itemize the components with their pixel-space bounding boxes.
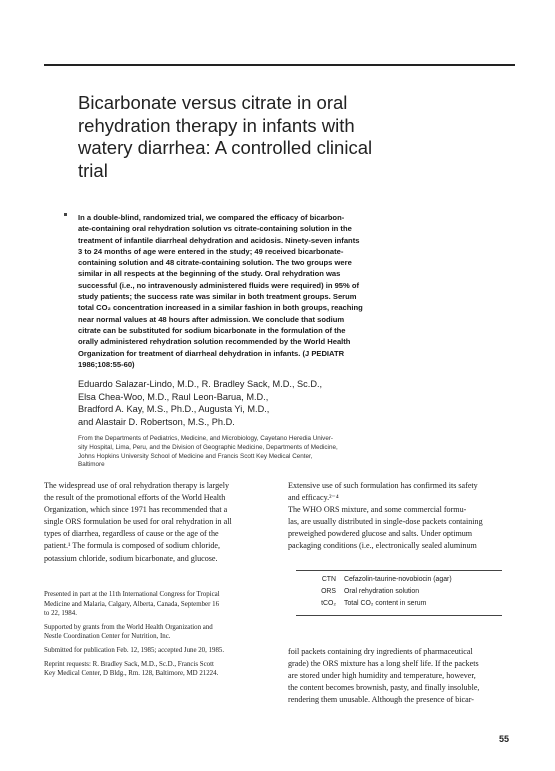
- body-line: rendering them unusable. Although the presence of bicar-: [288, 695, 474, 705]
- body-line: single ORS formulation be used for oral rehydration in all: [44, 517, 232, 527]
- body-line: packaging conditions (i.e., electronically sealed aluminum: [288, 541, 477, 551]
- abbreviation-term: tCO₂: [321, 600, 336, 607]
- abstract-line: near normal values at 48 hours after admission. We conclude that sodium: [78, 314, 345, 324]
- footnote-line: Supported by grants from the World Health Organization and: [44, 623, 213, 631]
- page-number: 55: [499, 734, 510, 744]
- body-line: potassium chloride, sodium bicarbonate, and glucose.: [44, 553, 218, 563]
- abstract-line: Organization for treatment of diarrheal dehydration in infants. (J PEDIATR: [78, 348, 345, 358]
- footnote-line: to 22, 1984.: [44, 610, 77, 618]
- body-line: are stored under high humidity and temperature, however,: [288, 671, 476, 681]
- abstract-line: treatment of infantile diarrheal dehydration and acidosis. Ninety-seven infants: [78, 235, 360, 245]
- abstract-line: study patients; the success rate was similar in both treatment groups. Serum: [78, 292, 357, 302]
- abbreviation-definition: Cefazolin-taurine-novobiocin (agar): [344, 576, 452, 583]
- body-line: Extensive use of such formulation has confirmed its safety: [288, 481, 478, 490]
- abstract-line: citrate can be substituted for sodium bicarbonate in the formulation of the: [78, 325, 346, 335]
- footnote-line: Submitted for publication Feb. 12, 1985; accepted June 20, 1985.: [44, 646, 225, 654]
- affiliation-line: From the Departments of Pediatrics, Medicine, and Microbiology, Cayetano Heredia Univer-: [78, 435, 334, 442]
- article-title: [78, 92, 438, 182]
- body-text-right: [288, 480, 516, 553]
- abbreviations-box: [296, 570, 502, 616]
- abbreviation-definition: Total CO₂ content in serum: [344, 600, 427, 607]
- abbreviation-definition: Oral rehydration solution: [344, 588, 420, 595]
- author-line: Eduardo Salazar-Lindo, M.D., R. Bradley Sack, M.D., Sc.D.,: [78, 379, 323, 389]
- abstract-line: successful (i.e., no intravenously administered fluids were required) in 95% of: [78, 280, 360, 290]
- author-list: [78, 378, 458, 428]
- abbreviation-term: ORS: [321, 588, 336, 595]
- body-line: The WHO ORS mixture, and some commercial formu-: [288, 505, 467, 515]
- title-line: Bicarbonate versus citrate in oral: [78, 92, 348, 113]
- footnote-line: Nestle Coordination Center for Nutrition, Inc.: [44, 633, 171, 641]
- body-text-left: [44, 480, 272, 565]
- abstract: [78, 212, 448, 370]
- body-text-right-continued: [288, 646, 516, 706]
- body-line: patient.¹ The formula is composed of sodium chloride,: [44, 541, 221, 551]
- abstract-bullet: [64, 213, 67, 216]
- body-line: the content becomes brownish, pasty, and finally insoluble,: [288, 683, 480, 693]
- abstract-line: orally administered rehydration solution recommended by the World Health: [78, 337, 351, 347]
- abstract-line: total CO₂ concentration increased in a similar fashion in both groups, reaching: [78, 303, 363, 313]
- affiliation: [78, 435, 458, 470]
- body-line: the result of the promotional efforts of the World Health: [44, 493, 226, 503]
- footnote-line: Medicine and Malaria, Calgary, Alberta, Canada, September 16: [44, 600, 220, 608]
- affiliation-line: sity Hospital, Lima, Peru, and the Division of Geographic Medicine, Departments of Medicine,: [78, 443, 338, 451]
- title-line: trial: [78, 159, 108, 181]
- body-line: Organization, which since 1971 has recommended that a: [44, 505, 228, 515]
- abbreviation-term: CTN: [321, 576, 336, 583]
- affiliation-line: Johns Hopkins University School of Medicine and Francis Scott Key Medical Center,: [78, 452, 313, 460]
- author-line: Bradford A. Kay, M.S., Ph.D., Augusta Yi, M.D.,: [78, 404, 270, 415]
- body-line: preweighed powdered glucose and salts. Under optimum: [288, 529, 473, 539]
- body-line: foil packets containing dry ingredients of pharmaceutical: [288, 647, 473, 656]
- title-line: watery diarrhea: A controlled clinical: [78, 137, 373, 158]
- body-line: grade) the ORS mixture has a long shelf life. If the packets: [288, 659, 479, 669]
- body-line: types of diarrhea, regardless of cause or the age of the: [44, 529, 219, 539]
- abstract-line: similar in all respects at the beginning of the study. Oral rehydration was: [78, 269, 341, 279]
- abstract-line: containing solution and 48 citrate-containing solution. The two groups were: [78, 258, 352, 268]
- body-line: las, are usually distributed in single-dose packets containing: [288, 517, 483, 527]
- title-line: rehydration therapy in infants with: [78, 114, 355, 136]
- author-line: and Alastair D. Robertson, M.S., Ph.D.: [78, 416, 235, 427]
- footnotes: [44, 590, 274, 679]
- author-line: Elsa Chea-Woo, M.D., Raul Leon-Barua, M.D.,: [78, 391, 269, 402]
- body-line: The widespread use of oral rehydration therapy is largely: [44, 481, 230, 490]
- footnote-line: Presented in part at the 11th International Congress for Tropical: [44, 591, 220, 598]
- affiliation-line: Baltimore: [78, 461, 105, 469]
- abstract-line: 1986;108:55-60): [78, 359, 135, 369]
- footnote-line: Key Medical Center, D Bldg., Rm. 128, Baltimore, MD 21224.: [44, 670, 219, 678]
- abstract-line: 3 to 24 months of age were entered in the study; 49 received bicarbonate-: [78, 246, 344, 256]
- abstract-line: In a double-blind, randomized trial, we compared the efficacy of bicarbon-: [78, 213, 345, 222]
- header-rule: [44, 64, 515, 66]
- body-line: and efficacy.²⁻⁴: [288, 493, 339, 503]
- abstract-line: ate-containing oral rehydration solution vs citrate-containing solution in the: [78, 224, 352, 234]
- footnote-line: Reprint requests: R. Bradley Sack, M.D., Sc.D., Francis Scott: [44, 660, 214, 668]
